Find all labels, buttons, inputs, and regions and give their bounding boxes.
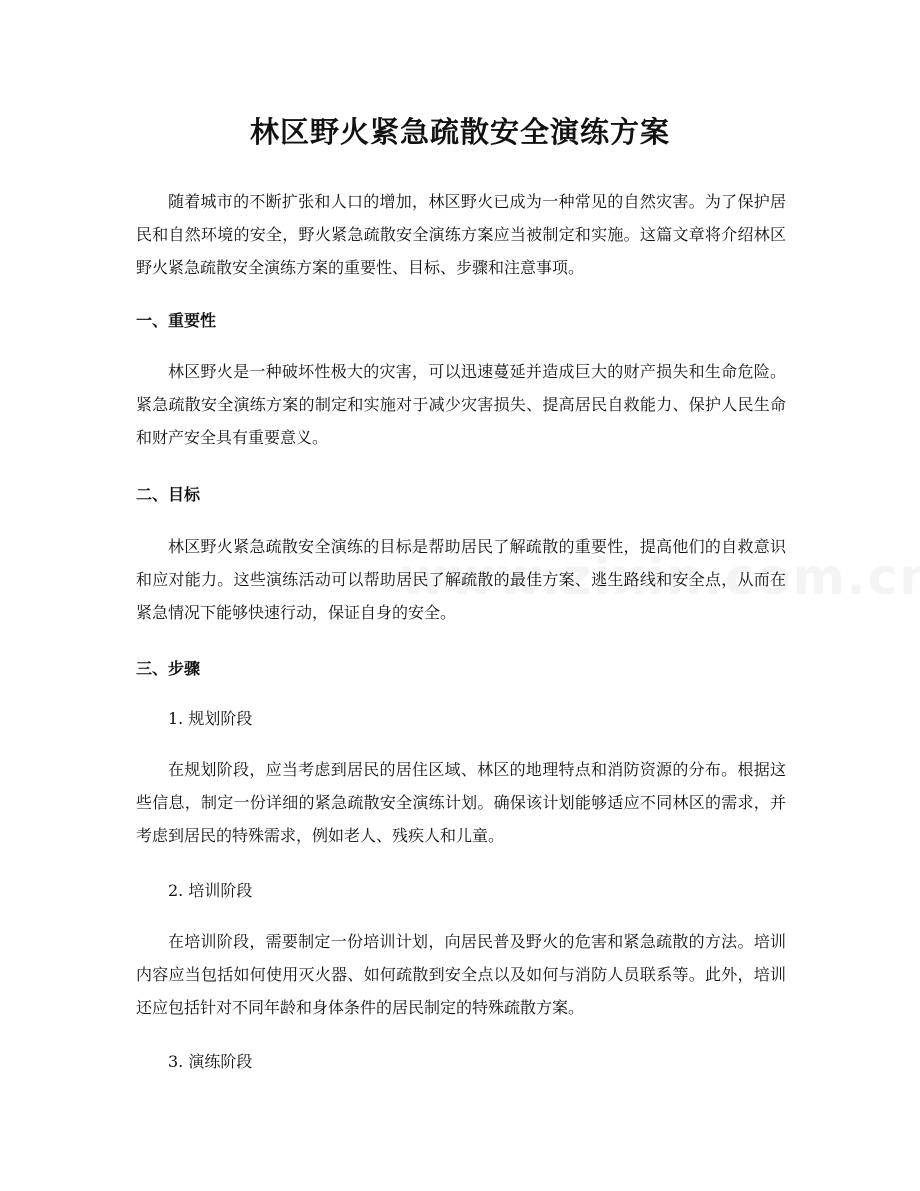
section-heading-importance: 一、重要性 <box>136 311 217 330</box>
section-heading-steps: 三、步骤 <box>136 659 201 678</box>
section-body-importance: 林区野火是一种破坏性极大的灾害，可以迅速蔓延并造成巨大的财产损失和生命危险。紧急疏散安全演练方案的制定和实施对于减少灾害损失、提高居民自救能力、保护人民生命和财产安全具有重要意义。 <box>136 362 786 447</box>
document-title: 林区野火紧急疏散安全演练方案 <box>249 115 670 149</box>
step-label-drill: 3. 演练阶段 <box>168 1052 253 1071</box>
intro-paragraph: 随着城市的不断扩张和人口的增加，林区野火已成为一种常见的自然灾害。为了保护居民和自然环境的安全，野火紧急疏散安全演练方案应当被制定和实施。这篇文章将介绍林区野火紧急疏散安全演练方案的重要性、目标、步骤和注意事项。 <box>136 192 786 277</box>
step-label-planning: 1. 规划阶段 <box>168 709 253 728</box>
step-label-training: 2. 培训阶段 <box>168 881 253 900</box>
step-body-planning: 在规划阶段，应当考虑到居民的居住区域、林区的地理特点和消防资源的分布。根据这些信息，制定一份详细的紧急疏散安全演练计划。确保该计划能够适应不同林区的需求，并考虑到居民的特殊需求，例如老人、残疾人和儿童。 <box>136 760 786 845</box>
step-body-training: 在培训阶段，需要制定一份培训计划，向居民普及野火的危害和紧急疏散的方法。培训内容应当包括如何使用灭火器、如何疏散到安全点以及如何与消防人员联系等。此外，培训还应包括针对不同年龄和身体条件的居民制定的特殊疏散方案。 <box>136 932 786 1017</box>
section-heading-goals: 二、目标 <box>136 485 201 504</box>
section-body-goals: 林区野火紧急疏散安全演练的目标是帮助居民了解疏散的重要性，提高他们的自救意识和应对能力。这些演练活动可以帮助居民了解疏散的最佳方案、逃生路线和安全点，从而在紧急情况下能够快速行动，保证自身的安全。 <box>136 537 786 622</box>
